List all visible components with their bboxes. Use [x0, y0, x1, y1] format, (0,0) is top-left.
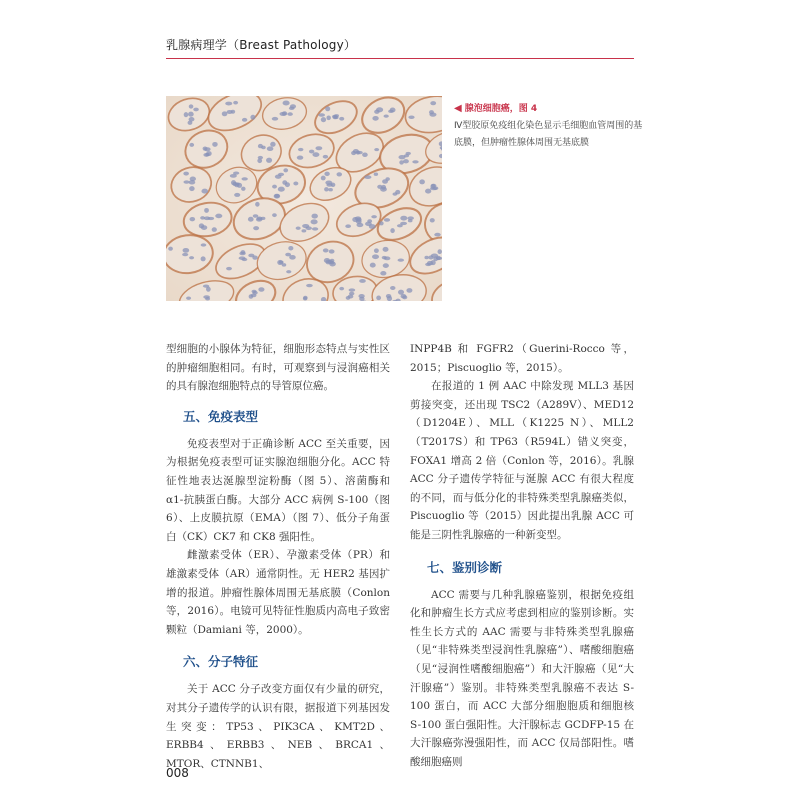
- cell-nucleus: [359, 297, 364, 301]
- running-head: 乳腺病理学（Breast Pathology）: [166, 38, 357, 52]
- cell-nucleus: [323, 155, 328, 159]
- cell-nucleus: [372, 254, 379, 259]
- cell-nucleus: [427, 261, 433, 266]
- cell-nucleus: [204, 208, 209, 213]
- cell-nucleus: [232, 182, 237, 186]
- cell-nucleus: [272, 117, 278, 121]
- cell-nucleus: [251, 290, 256, 293]
- cell-nucleus: [403, 159, 409, 163]
- cell-nucleus: [430, 187, 437, 190]
- cell-nucleus: [372, 116, 378, 121]
- cell-nucleus: [386, 294, 391, 298]
- micrograph-image: [166, 96, 442, 301]
- cell-nucleus: [329, 249, 335, 253]
- paragraph: 关于 ACC 分子改变方面仅有少量的研究，对其分子遗传学的认识有限，据报道下列基因发生突变：TP53、PIK3CA、KMT2D、ERBB4、ERBB3、NEB、BRCA1、MTOR、CTNNB1、: [166, 683, 390, 770]
- cell-nucleus: [355, 216, 361, 220]
- cell-nucleus: [326, 115, 330, 120]
- cell-nucleus: [406, 152, 411, 155]
- section-heading-molecular: 六、分子特征: [183, 654, 259, 670]
- cell-nucleus: [311, 214, 317, 219]
- cell-nucleus: [206, 287, 211, 292]
- cell-nucleus: [201, 256, 206, 261]
- cell-nucleus: [321, 117, 326, 122]
- cell-nucleus: [312, 152, 319, 157]
- cell-nucleus: [311, 219, 318, 224]
- cell-nucleus: [182, 253, 188, 256]
- cell-nucleus: [345, 224, 351, 228]
- cell-nucleus: [374, 173, 378, 176]
- cell-nucleus: [346, 296, 351, 300]
- cell-nucleus: [382, 256, 387, 259]
- cell-nucleus: [390, 108, 396, 113]
- paragraph: INPP4B 和 FGFR2（Guerini-Rocco 等，2015；Piscuoglio 等，2015）。: [410, 343, 634, 374]
- cell-nucleus: [205, 153, 209, 156]
- cell-nucleus: [398, 290, 404, 295]
- cell-nucleus: [383, 247, 389, 252]
- cell-nucleus: [408, 116, 414, 120]
- cell-nucleus: [282, 263, 287, 267]
- cell-nucleus: [380, 271, 386, 275]
- cell-nucleus: [286, 270, 291, 273]
- cell-nucleus: [390, 228, 394, 233]
- cell-nucleus: [204, 147, 210, 151]
- cell-nucleus: [362, 152, 368, 157]
- cell-nucleus: [328, 188, 333, 191]
- cell-nucleus: [285, 182, 290, 187]
- cell-nucleus: [241, 177, 247, 180]
- cell-nucleus: [203, 295, 210, 299]
- cell-nucleus: [242, 118, 247, 122]
- cell-nucleus: [374, 248, 379, 253]
- cell-nucleus: [261, 146, 266, 150]
- cell-nucleus: [183, 172, 189, 176]
- section-heading-immunophenotype: 五、免疫表型: [183, 408, 259, 424]
- cell-nucleus: [402, 295, 407, 299]
- cell-nucleus: [369, 224, 376, 229]
- cell-nucleus: [215, 214, 222, 219]
- cell-nucleus: [412, 160, 418, 163]
- cell-nucleus: [288, 246, 293, 250]
- cell-nucleus: [425, 189, 431, 194]
- cell-nucleus: [184, 112, 189, 117]
- cell-nucleus: [315, 146, 322, 150]
- cell-nucleus: [253, 226, 259, 230]
- cell-nucleus: [376, 296, 381, 301]
- cell-nucleus: [230, 174, 237, 178]
- cell-nucleus: [321, 176, 326, 181]
- cell-nucleus: [400, 216, 407, 221]
- cell-nucleus: [168, 247, 173, 251]
- cell-nucleus: [377, 185, 382, 189]
- cell-nucleus: [193, 108, 199, 112]
- cell-nucleus: [309, 150, 314, 154]
- cell-nucleus: [190, 217, 196, 221]
- cell-nucleus: [241, 250, 246, 254]
- paragraph: 在报道的 1 例 AAC 中除发现 MLL3 基因剪接突变，还出现 TSC2（A289V）、MED12（D1204E）、MLL（K1225 N）、MLL2（T2017S）和 TP63（R594L）错义突变，FOXA1 增高 2 倍（Conlon 等，2016）。乳腺 ACC 分子遗传学特征与涎腺 ACC 有很大程度的不同，而与低分化的非特殊类型乳腺癌类似，Piscuoglio 等（2015）因此提出乳腺 ACC 可能是三阴性乳腺癌的一种新变型。: [410, 380, 634, 541]
- cell-nucleus: [278, 187, 285, 192]
- cell-nucleus: [296, 226, 301, 229]
- figure-caption: [454, 100, 644, 152]
- cell-nucleus: [325, 181, 332, 185]
- cell-nucleus: [266, 158, 272, 163]
- cell-nucleus: [398, 259, 404, 262]
- cell-nucleus: [283, 168, 288, 172]
- cell-nucleus: [222, 111, 228, 116]
- cell-nucleus: [289, 107, 295, 110]
- cell-nucleus: [287, 112, 292, 116]
- cell-nucleus: [428, 255, 433, 259]
- cell-nucleus: [325, 260, 331, 265]
- cell-nucleus: [370, 263, 376, 268]
- cell-nucleus: [267, 146, 274, 151]
- cell-nucleus: [258, 287, 264, 292]
- cell-nucleus: [250, 115, 255, 120]
- cell-nucleus: [312, 227, 318, 230]
- cell-nucleus: [379, 221, 383, 225]
- right-column: [410, 340, 634, 771]
- cell-nucleus: [274, 194, 281, 199]
- header-rule: [166, 58, 634, 59]
- cell-nucleus: [201, 225, 207, 230]
- cell-nucleus: [359, 279, 366, 283]
- cell-nucleus: [189, 186, 194, 191]
- cell-nucleus: [356, 223, 363, 227]
- cell-nucleus: [424, 256, 428, 260]
- cell-nucleus: [434, 233, 440, 237]
- cell-nucleus: [384, 218, 390, 222]
- cell-nucleus: [189, 256, 194, 259]
- micrograph-figure: [166, 96, 442, 301]
- cell-nucleus: [208, 217, 215, 220]
- cell-nucleus: [376, 107, 383, 112]
- cell-nucleus: [183, 180, 189, 183]
- paragraph: 型细胞的小腺体为特征，细胞形态特点与实性区的肿瘤细胞相同。有时，可观察到与浸润癌相关的具有腺泡细胞特点的导管原位癌。: [166, 343, 390, 393]
- cell-nucleus: [357, 151, 363, 154]
- cell-nucleus: [367, 219, 372, 223]
- cell-nucleus: [189, 143, 194, 147]
- cell-nucleus: [270, 142, 275, 147]
- cell-nucleus: [233, 101, 238, 105]
- cell-nucleus: [385, 177, 389, 181]
- cell-nucleus: [283, 100, 290, 105]
- cell-nucleus: [301, 229, 306, 232]
- cell-nucleus: [397, 224, 403, 227]
- left-column: [166, 340, 390, 773]
- cell-nucleus: [303, 297, 308, 301]
- cell-nucleus: [189, 104, 194, 108]
- cell-nucleus: [430, 101, 436, 105]
- cell-nucleus: [305, 226, 311, 230]
- paragraph: ACC 需要与几种乳腺癌鉴别，根据免疫组化和肿瘤生长方式应考虑到相应的鉴别诊断。实性生长方式的 AAC 需要与非特殊类型乳腺癌（见“非特殊类型浸润性乳腺癌”）、嗜酸细胞癌（见“浸润性嗜酸细胞癌”）和大汗腺癌（见“大汗腺癌”）鉴别。非特殊类型乳腺癌不表达 S-100 蛋白，而 ACC 大部分细胞胞质和细胞核 S-100 蛋白强阳性。大汗腺标志 GCDFP-15 在大汗腺癌弥漫强阳性，而 ACC 仅局部阳性。嗜酸细胞癌则: [410, 588, 634, 768]
- cell-nucleus: [324, 172, 329, 177]
- cell-nucleus: [226, 267, 232, 270]
- cell-nucleus: [339, 117, 344, 121]
- cell-nucleus: [256, 217, 263, 221]
- cell-nucleus: [231, 110, 236, 114]
- cell-nucleus: [408, 219, 413, 222]
- cell-nucleus: [183, 248, 190, 253]
- cell-nucleus: [323, 248, 329, 252]
- cell-nucleus: [297, 155, 303, 159]
- cell-nucleus: [241, 187, 245, 191]
- cell-nucleus: [186, 296, 191, 299]
- cell-nucleus: [374, 148, 379, 151]
- cell-nucleus: [429, 113, 436, 117]
- page-number: 008: [166, 766, 189, 780]
- cell-nucleus: [336, 172, 342, 176]
- cell-nucleus: [272, 213, 277, 217]
- cell-nucleus: [279, 112, 286, 116]
- cell-nucleus: [188, 112, 194, 117]
- paragraph: 免疫表型对于正确诊断 ACC 至关重要，因为根据免疫表型可证实腺泡细胞分化。ACC 特征性地表达涎腺型淀粉酶（图 5）、溶菌酶和 α1-抗胰蛋白酶。大部分 ACC 病例 S-100（图 6）、上皮膜抗原（EMA）（图 7）、低分子角蛋白（CK）CK7 和 CK8 强阳性。: [166, 437, 390, 543]
- cell-nucleus: [324, 187, 329, 191]
- cell-nucleus: [289, 255, 296, 260]
- cell-nucleus: [201, 243, 207, 246]
- cell-nucleus: [384, 114, 389, 117]
- cell-nucleus: [332, 115, 338, 118]
- cell-nucleus: [252, 255, 258, 259]
- cell-nucleus: [306, 284, 313, 287]
- cell-nucleus: [234, 193, 240, 197]
- cell-nucleus: [225, 102, 232, 106]
- cell-nucleus: [257, 158, 262, 163]
- figure-caption-text: Ⅳ型胶原免疫组化染色显示毛细胞血管周围的基底膜，但肿瘤性腺体周围无基底膜: [454, 121, 643, 148]
- cell-nucleus: [393, 192, 398, 195]
- cell-nucleus: [364, 175, 371, 179]
- section-heading-differential: 七、鉴别诊断: [427, 559, 503, 575]
- cell-nucleus: [249, 294, 254, 299]
- cell-nucleus: [371, 215, 377, 218]
- figure-title: ◀ 腺泡细胞癌，图 4: [454, 103, 538, 114]
- cell-nucleus: [272, 185, 277, 189]
- cell-nucleus: [212, 142, 218, 147]
- cell-nucleus: [406, 288, 412, 293]
- cell-nucleus: [278, 173, 284, 176]
- triangle-left-icon: ◀: [454, 103, 462, 114]
- cell-nucleus: [293, 182, 298, 186]
- cell-nucleus: [248, 217, 254, 222]
- cell-nucleus: [390, 286, 395, 290]
- cell-nucleus: [325, 106, 330, 111]
- cell-nucleus: [430, 218, 435, 222]
- cell-nucleus: [349, 288, 356, 291]
- cell-nucleus: [431, 184, 437, 187]
- cell-nucleus: [383, 263, 389, 268]
- cell-nucleus: [339, 287, 344, 291]
- cell-nucleus: [189, 180, 196, 184]
- cell-nucleus: [189, 117, 195, 122]
- paragraph: 雌激素受体（ER）、孕激素受体（PR）和雄激素受体（AR）通常阴性。无 HER2 基因扩增的报道。肿瘤性腺体周围无基底膜（Conlon 等，2016）。电镜可见特征性胞质内高电子致密颗粒（Damiani 等，2000）。: [166, 549, 390, 636]
- cell-nucleus: [201, 189, 208, 194]
- cell-nucleus: [212, 227, 217, 232]
- cell-nucleus: [419, 179, 425, 184]
- cell-nucleus: [318, 113, 325, 116]
- cell-nucleus: [437, 249, 441, 254]
- cell-nucleus: [242, 258, 248, 261]
- cell-nucleus: [298, 148, 303, 151]
- cell-nucleus: [200, 216, 205, 219]
- cell-nucleus: [255, 202, 259, 207]
